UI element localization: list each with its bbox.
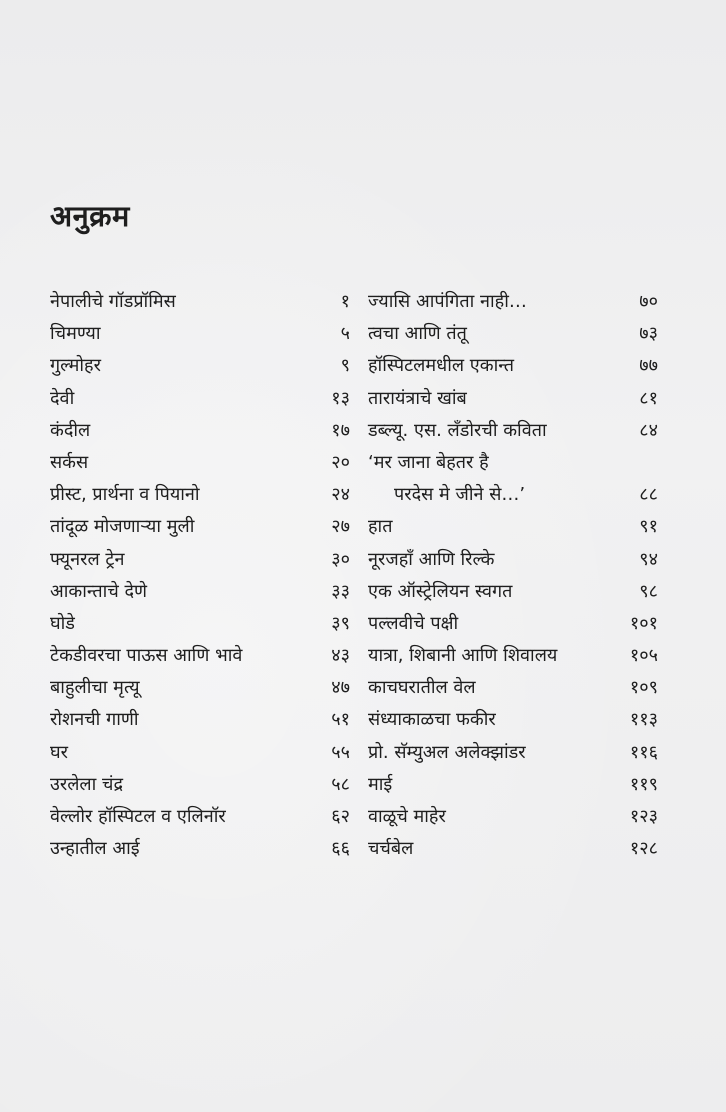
toc-entry-page: २७ [331,516,350,538]
toc-entry-title: हात [368,516,393,538]
toc-entry-page: ४३ [331,645,350,667]
toc-entry-title: वेल्लोर हॉस्पिटल व एलिनॉर [50,806,226,827]
toc-entry-page: ६२ [331,806,350,827]
toc-entry-title: कंदील [50,419,91,441]
toc-entry [50,576,350,608]
toc-entry-page: ११९ [629,773,658,795]
toc-entry [50,704,350,736]
toc-entry [50,479,350,511]
toc-entry-title: त्वचा आणि तंतू [368,323,467,345]
toc-entry [50,801,350,833]
toc-entry-page: १०९ [629,677,658,699]
toc-entry-page: १ [340,291,350,312]
toc-entry [368,672,658,704]
toc-entry-title: हॉस्पिटलमधील एकान्त [368,355,515,377]
toc-entry-page: ५५ [331,741,350,763]
toc-entry [50,672,350,704]
toc-entry-title: फ्यूनरल ट्रेन [50,548,125,570]
toc-entry [368,383,658,415]
toc-entry-title: पल्लवीचे पक्षी [368,612,459,634]
toc-entry-title: टेकडीवरचा पाऊस आणि भावे [50,645,243,667]
toc-entry-page: ३३ [331,580,350,602]
toc-entry [368,350,658,382]
toc-entry [368,286,658,318]
toc-entry-page: ९८ [639,580,658,602]
toc-entry-title: ‘मर जाना बेहतर है [368,451,489,473]
toc-entry [50,640,350,672]
toc-entry [50,737,350,769]
toc-entry-title: प्रो. सॅम्युअल अलेक्झांडर [368,741,526,763]
toc-entry-title: उन्हातील आई [50,838,140,860]
toc-entry [50,511,350,543]
toc-entry-title: आकान्ताचे देणे [50,580,148,602]
toc-entry [368,447,658,479]
toc-entry [368,608,658,640]
toc-entry-title: देवी [50,387,75,409]
toc-entry-page: ५ [340,323,350,345]
toc-entry-title: यात्रा, शिबानी आणि शिवालय [368,645,558,667]
toc-entry-title: डब्ल्यू. एस. लँडोरची कविता [368,419,547,441]
toc-entry-page: १०५ [629,645,658,667]
toc-entry-title: तांदूळ मोजणाऱ्या मुली [50,516,195,538]
toc-entry [368,479,658,511]
toc-entry-title: रोशनची गाणी [50,709,139,731]
toc-entry-title: प्रीस्ट, प्रार्थना व पियानो [50,484,200,506]
toc-entry [50,415,350,447]
toc-entry-page: १२८ [629,838,658,860]
toc-entry [368,511,658,543]
toc-entry-page: ७७ [639,355,658,377]
toc-entry-page: ७३ [639,323,658,345]
toc-entry [368,640,658,672]
toc-entry-title: तारायंत्राचे खांब [368,387,467,409]
toc-entry-title: परदेस मे जीने से…’ [394,484,526,506]
toc-entry-title: घर [50,741,68,763]
toc-entry-page: ६६ [331,838,350,860]
toc-entry [50,769,350,801]
toc-entry-page: ५१ [331,709,350,731]
toc-entry-page: ५८ [331,773,350,795]
toc-entry-page: ९१ [639,516,658,538]
toc-right-column [368,286,658,865]
toc-entry-page: ८१ [639,387,658,409]
toc-entry [50,383,350,415]
toc-entry-title: उरलेला चंद्र [50,773,124,795]
toc-entry-title: संध्याकाळचा फकीर [368,709,496,731]
toc-entry-title: माई [368,773,393,795]
toc-entry-page: २४ [331,484,350,506]
toc-entry-title: चिमण्या [50,323,101,345]
toc-entry-page: १०१ [629,612,658,634]
toc-entry [50,608,350,640]
toc-entry-title: नेपालीचे गॉडप्रॉमिस [50,291,176,312]
page-title: अनुक्रम [50,199,130,233]
toc-entry-title: नूरजहाँ आणि रिल्के [368,548,495,570]
toc-entry-page: ३९ [331,612,350,634]
toc-entry [368,318,658,350]
toc-entry-page: ११३ [629,709,658,731]
toc-entry-page: २० [331,451,350,473]
toc-entry-title: एक ऑस्ट्रेलियन स्वगत [368,580,513,602]
toc-entry-page: ११६ [629,741,658,763]
toc-entry [368,833,658,865]
toc-entry [368,576,658,608]
toc-entry [368,704,658,736]
toc-entry-title: सर्कस [50,451,89,473]
toc-entry-page: ८८ [639,484,658,506]
toc-entry-title: ज्यासि आपंगिता नाही… [368,291,527,312]
toc-entry-title: चर्चबेल [368,838,414,860]
toc-entry-page: १२३ [629,806,658,827]
toc-entry-page: ३० [331,548,350,570]
toc-entry [368,801,658,833]
toc-entry [368,415,658,447]
toc-entry [50,318,350,350]
toc-entry-page: १३ [331,387,350,409]
toc-entry-page: ८४ [639,419,658,441]
toc-entry-page: ९ [340,355,350,377]
toc-entry [368,769,658,801]
toc-entry [50,447,350,479]
toc-entry [50,833,350,865]
toc-entry-page: ९४ [639,548,658,570]
toc-entry [368,737,658,769]
toc-entry [50,350,350,382]
toc-entry [368,544,658,576]
toc-entry-page: ४७ [331,677,350,699]
toc-entry-title: गुल्मोहर [50,355,101,377]
toc-entry-title: घोडे [50,612,75,634]
toc-entry-page: ७० [639,291,658,312]
toc-entry-title: वाळूचे माहेर [368,806,446,827]
toc-entry [50,544,350,576]
toc-entry-page: १७ [331,419,350,441]
toc-entry-title: काचघरातील वेल [368,677,476,699]
toc-entry-title: बाहुलीचा मृत्यू [50,677,140,699]
toc-left-column [50,286,350,865]
toc-entry [50,286,350,318]
